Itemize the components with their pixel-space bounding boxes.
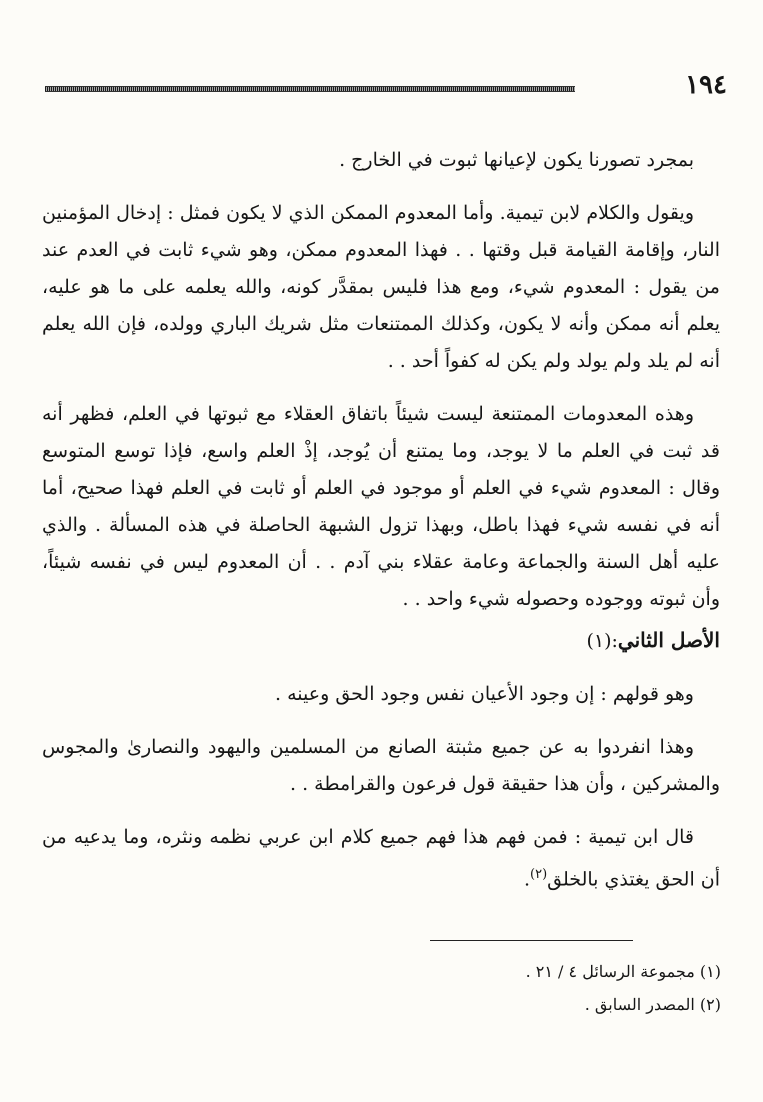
section-heading-ref: :(١) <box>586 630 618 652</box>
footnote-separator <box>430 940 633 941</box>
section-heading <box>42 622 720 660</box>
page-number: ١٩٤ <box>685 70 727 100</box>
paragraph-end-mark: . <box>523 868 531 891</box>
paragraph-qawluhum: وهو قولهم : إن وجود الأعيان نفس وجود الحق وعينه . <box>275 683 694 705</box>
footnote-1: (١) مجموعة الرسائل ٤ / ٢١ . <box>525 962 721 981</box>
section-heading-text: الأصل الثاني <box>617 628 720 652</box>
footnotes <box>221 955 721 1021</box>
paragraph-ibn-taymiyya-2-text: قال ابن تيمية : فمن فهم هذا فهم جميع كلام ابن عربي نظمه ونثره، وما يدعيه من أن الحق يغتذي بالخلق <box>42 826 720 891</box>
paragraph-ibn-taymiyya-1: ويقول والكلام لابن تيمية. وأما المعدوم الممكن الذي لا يكون فمثل : إدخال المؤمنين النار، وإقامة القيامة قبل وقتها . . فهذا المعدوم ممكن، وهو شيء ثابت في العدم عند من يقول : المعدوم شيء، ومع هذا فليس بمقدَّر كونه، والله يعلمه على ما هو عليه، يعلم أنه ممكن وأنه لا يكون، وكذلك الممتنعات مثل شريك الباري وولده، فإن الله يعلم أنه لم يلد ولم يولد ولم يكن له كفواً أحد . . <box>42 202 720 372</box>
header-rule <box>45 86 575 92</box>
paragraph-ibn-taymiyya-2 <box>42 819 720 898</box>
paragraph-maadumat: وهذه المعدومات الممتنعة ليست شيئاً باتفاق العقلاء مع ثبوتها في العلم، فظهر أنه قد ثبت في العلم ما لا يوجد، وما يمتنع أن يُوجد، إذْ العلم واسع، فإذا توسع المتوسع وقال : المعدوم شيء في العلم أو موجود في العلم أو ثابت في العلم فهذا صحيح، أما أنه في نفسه شيء فهذا باطل، وبهذا تزول الشبهة الحاصلة في هذه المسألة . والذي عليه أهل السنة والجماعة وعامة عقلاء بني آدم . . أن المعدوم ليس في نفسه شيئاً، وأن ثبوته ووجوده وحصوله شيء واحد . . <box>42 403 720 610</box>
main-text <box>42 142 720 898</box>
paragraph-intro: بمجرد تصورنا يكون لإعيانها ثبوت في الخارج . <box>339 149 694 171</box>
paragraph-infaradu: وهذا انفردوا به عن جميع مثبتة الصانع من المسلمين واليهود والنصارىٰ والمجوس والمشركين ، وأن هذا حقيقة قول فرعون والقرامطة . . <box>42 736 720 795</box>
footnote-ref-2: (٢) <box>530 867 548 882</box>
footnote-2: (٢) المصدر السابق . <box>584 995 721 1014</box>
